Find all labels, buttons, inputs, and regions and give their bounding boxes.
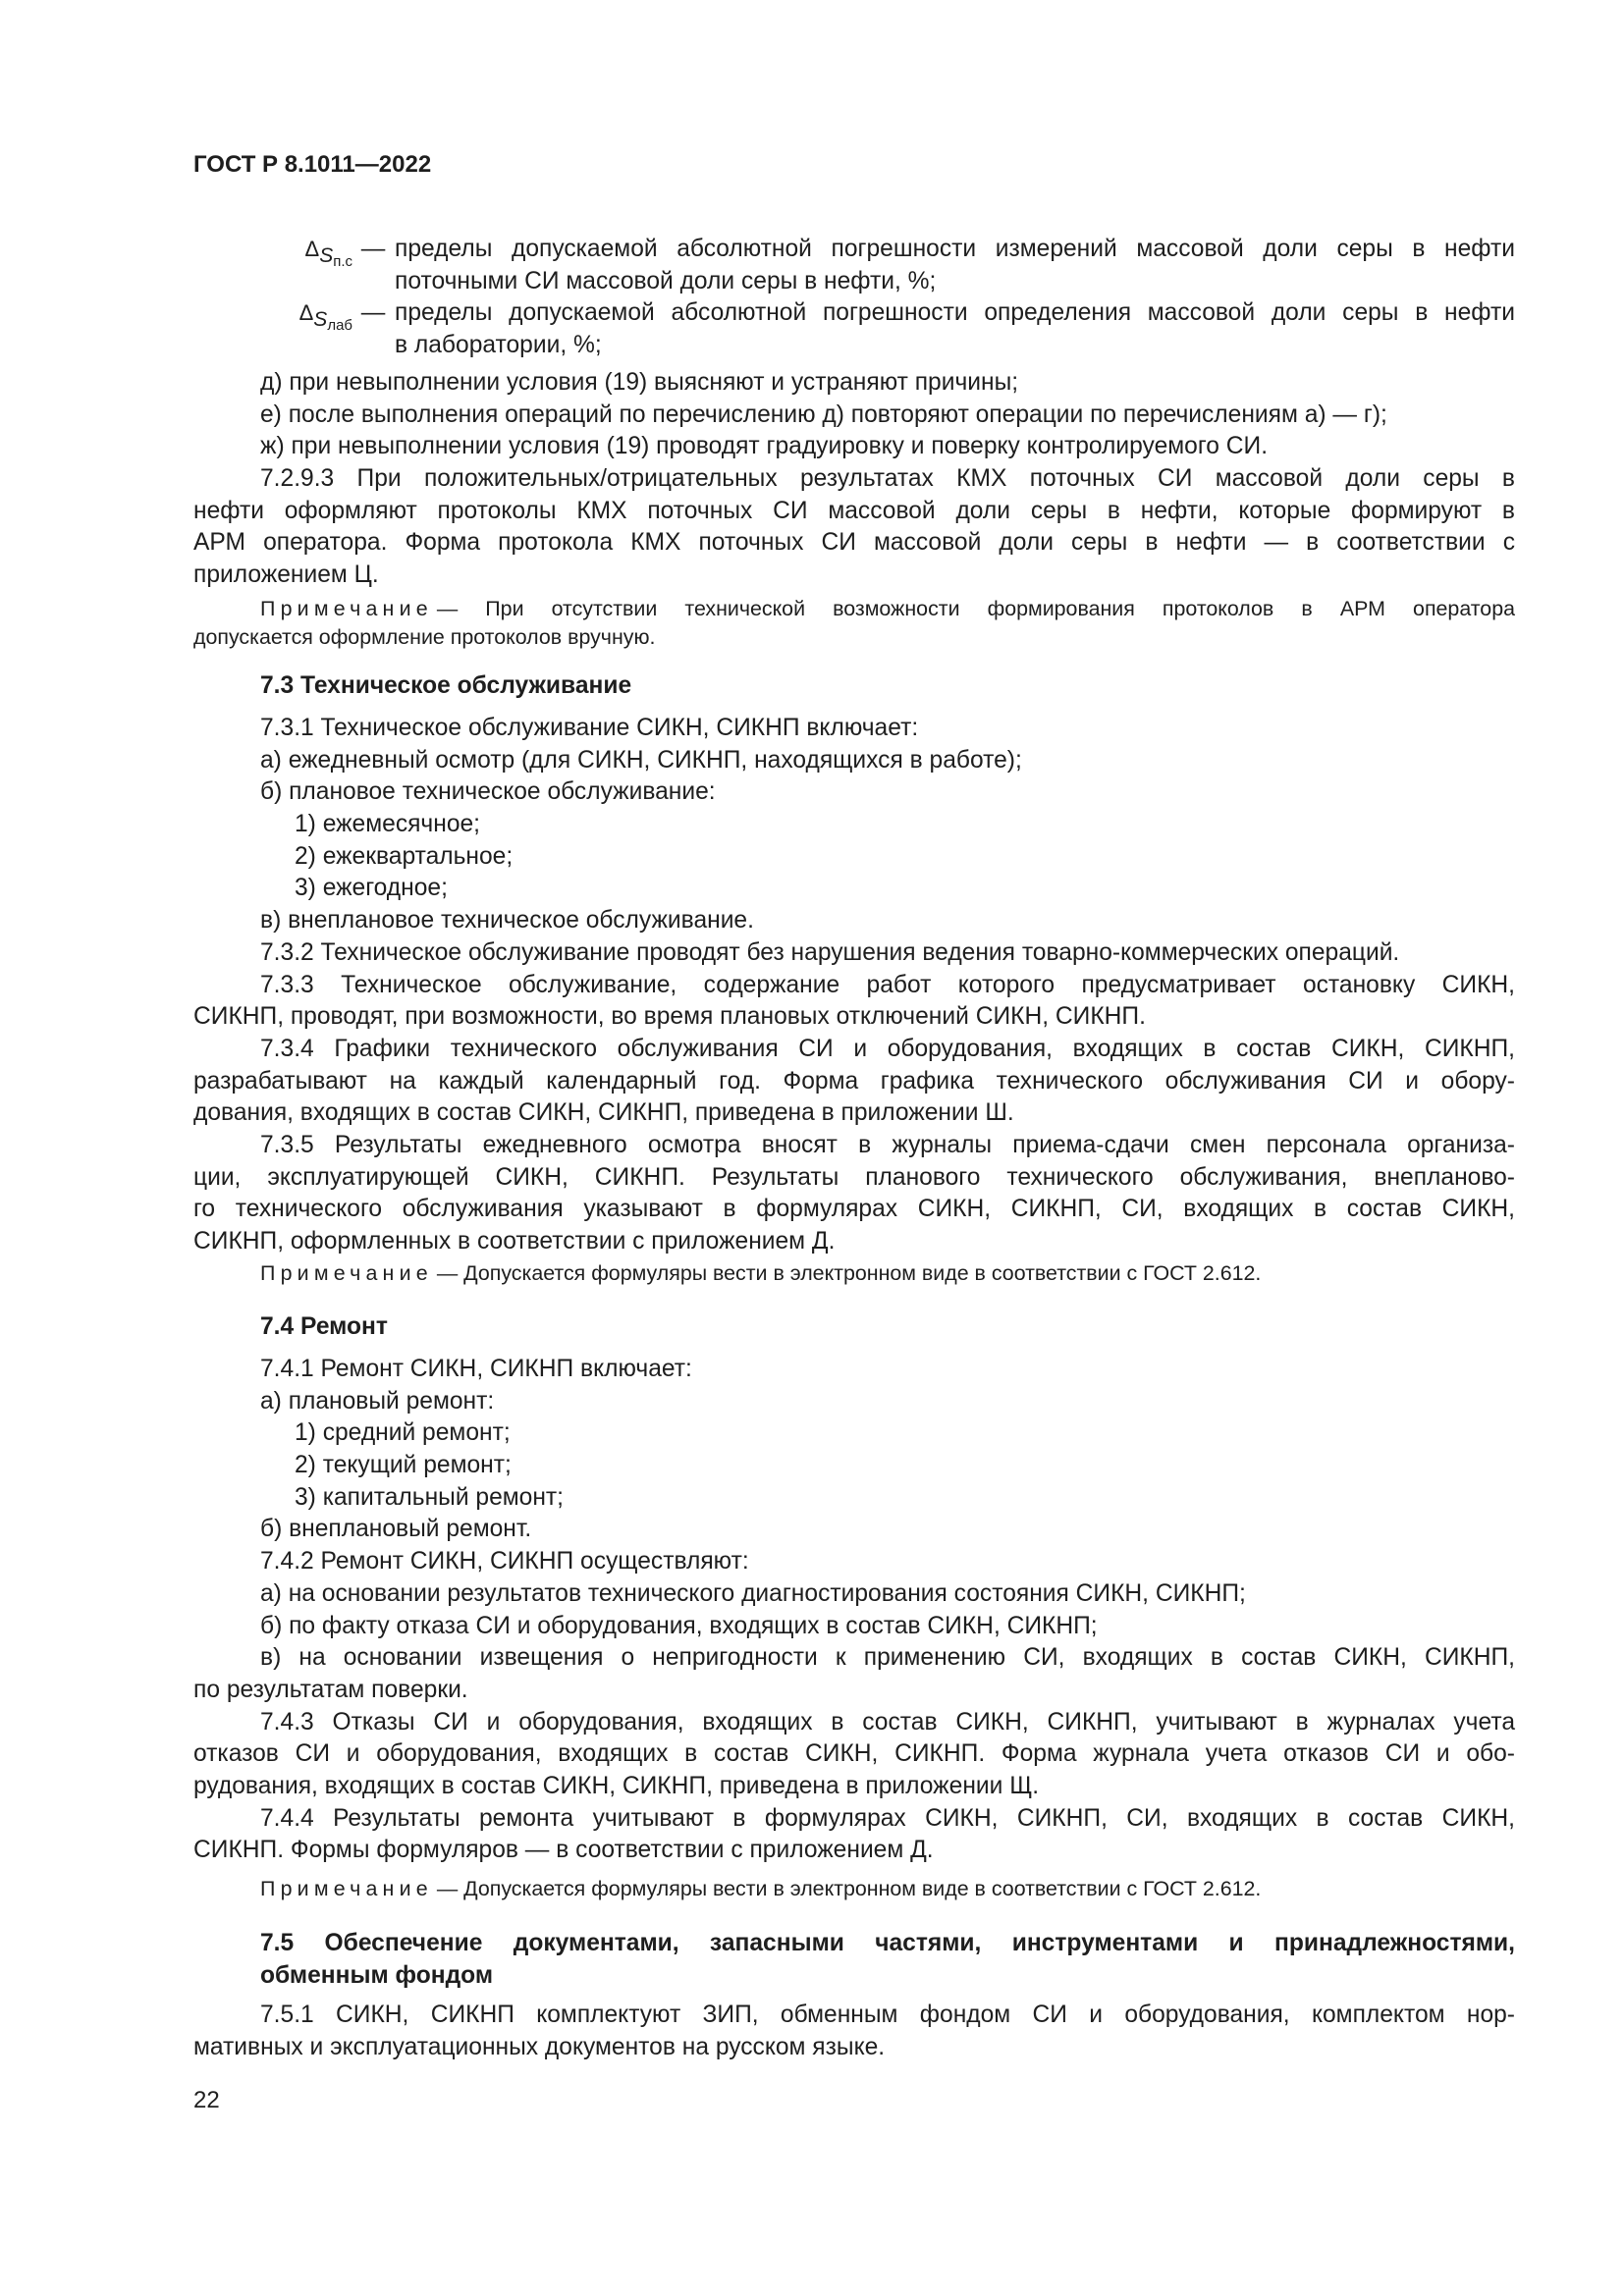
paragraph-line: б) плановое техническое обслуживание: xyxy=(260,778,716,806)
paragraph-line: ж) при невыполнении условия (19) проводят градуировку и поверку контролируемого СИ. xyxy=(260,433,1269,460)
paragraph xyxy=(193,1803,1515,1867)
section-heading xyxy=(193,1928,1515,1992)
text-block xyxy=(193,367,1515,592)
paragraph-line: а) плановый ремонт: xyxy=(260,1387,495,1415)
paragraph xyxy=(193,937,1515,970)
heading-line: 7.3 Техническое обслуживание xyxy=(260,672,632,699)
paragraph-line: 7.4.4 Результаты ремонта учитывают в формулярах СИКН, СИКНП, СИ, входящих в состав СИКН, xyxy=(260,1804,1515,1832)
symbol-subscript: S xyxy=(319,244,334,267)
paragraph-line: е) после выполнения операций по перечислению д) повторяют операции по перечислениям а) — г); xyxy=(260,400,1387,428)
paragraph-line: отказов СИ и оборудования, входящих в состав СИКН, СИКНП. Форма журнала учета отказов СИ и обо- xyxy=(193,1740,1515,1768)
paragraph xyxy=(193,463,1515,592)
text-block xyxy=(193,1354,1515,1867)
note-text: допускается оформление протоколов вручную. xyxy=(193,624,656,649)
paragraph-line: АРМ оператора. Форма протокола КМХ поточных СИ массовой доли серы в нефти — в соответствии с xyxy=(193,529,1515,557)
document-header: ГОСТ Р 8.1011—2022 xyxy=(193,151,432,178)
note-line xyxy=(193,595,1515,623)
paragraph xyxy=(193,367,1515,400)
paragraph xyxy=(193,970,1515,1034)
paragraph xyxy=(193,2000,1515,2063)
paragraph-line: 7.3.5 Результаты ежедневного осмотра вносят в журналы приема-сдачи смен персонала организа- xyxy=(260,1131,1515,1158)
paragraph-line: 7.3.4 Графики технического обслуживания СИ и оборудования, входящих в состав СИКН, СИКНП, xyxy=(260,1035,1515,1062)
paragraph-line: 3) капитальный ремонт; xyxy=(295,1483,565,1511)
note-text: — Допускается формуляры вести в электронном виде в соответствии с ГОСТ 2.612. xyxy=(436,1261,1262,1285)
section-heading xyxy=(193,1311,1515,1344)
paragraph xyxy=(193,809,1515,841)
paragraph-line: в) внеплановое техническое обслуживание. xyxy=(260,907,754,934)
note-label: Примечание xyxy=(260,1877,433,1900)
paragraph-line: 3) ежегодное; xyxy=(295,875,448,902)
page-number: 22 xyxy=(193,2087,220,2113)
paragraph xyxy=(193,873,1515,905)
paragraph-line: б) по факту отказа СИ и оборудования, входящих в состав СИКН, СИКНП; xyxy=(260,1612,1098,1639)
paragraph xyxy=(193,1130,1515,1258)
paragraph-line: 7.4.3 Отказы СИ и оборудования, входящих в состав СИКН, СИКНП, учитывают в журналах учета xyxy=(260,1708,1515,1735)
heading-line: обменным фондом xyxy=(260,1961,494,1989)
definition xyxy=(193,297,1515,361)
note xyxy=(193,595,1515,651)
definition-dash: — xyxy=(360,236,386,262)
note-label: Примечание xyxy=(260,1261,433,1285)
paragraph-line: го технического обслуживания указывают в формулярах СИКН, СИКНП, СИ, входящих в состав СИКН, xyxy=(193,1196,1515,1223)
paragraph-line: 7.3.2 Техническое обслуживание проводят без нарушения ведения товарно-коммерческих операций. xyxy=(260,938,1400,966)
paragraph-line: СИКНП, оформленных в соответствии с приложением Д. xyxy=(193,1228,836,1255)
paragraph xyxy=(193,905,1515,937)
definition-line: пределы допускаемой абсолютной погрешности измерений массовой доли серы в нефти xyxy=(395,236,1515,262)
note xyxy=(193,1875,1515,1903)
paragraph xyxy=(193,1514,1515,1546)
paragraph-line: СИКНП. Формы формуляров — в соответствии с приложением Д. xyxy=(193,1837,934,1864)
paragraph-line: приложением Ц. xyxy=(193,561,379,589)
note-text: — При отсутствии технической возможности формирования протоколов в АРМ оператора xyxy=(436,597,1515,620)
delta-symbol xyxy=(193,234,352,270)
paragraph-line: дования, входящих в состав СИКН, СИКНП, приведена в приложении Ш. xyxy=(193,1099,1014,1127)
section-heading xyxy=(193,670,1515,703)
definition xyxy=(193,234,1515,297)
paragraph-line: 1) средний ремонт; xyxy=(295,1419,511,1447)
symbol-delta: Δ xyxy=(298,300,314,326)
paragraph-line: ции, эксплуатирующей СИКН, СИКНП. Результаты планового технического обслуживания, внепланово- xyxy=(193,1163,1515,1191)
paragraph xyxy=(193,1611,1515,1643)
paragraph xyxy=(193,1034,1515,1130)
paragraph xyxy=(193,1482,1515,1515)
paragraph-line: СИКНП, проводят, при возможности, во время плановых отключений СИКН, СИКНП. xyxy=(193,1003,1146,1031)
paragraph-line: разрабатывают на каждый календарный год. Форма графика технического обслуживания СИ и обору- xyxy=(193,1067,1515,1095)
paragraph-line: мативных и эксплуатационных документов на русском языке. xyxy=(193,2033,886,2060)
paragraph-line: 2) текущий ремонт; xyxy=(295,1452,512,1479)
symbol-subscript: S xyxy=(313,308,328,332)
note-line xyxy=(193,623,1515,652)
definition-line: в лаборатории, %; xyxy=(395,332,602,359)
paragraph xyxy=(193,1450,1515,1482)
paragraph xyxy=(193,1354,1515,1386)
definition-line: пределы допускаемой абсолютной погрешности определения массовой доли серы в нефти xyxy=(395,299,1515,327)
delta-symbol xyxy=(193,297,352,335)
paragraph-line: д) при невыполнении условия (19) выясняют и устраняют причины; xyxy=(260,369,1019,396)
paragraph-line: в) на основании извещения о непригодности к применению СИ, входящих в состав СИКН, СИКНП, xyxy=(260,1644,1515,1672)
note-line xyxy=(193,1875,1515,1903)
paragraph-line: 7.4.2 Ремонт СИКН, СИКНП осуществляют: xyxy=(260,1548,749,1575)
definition-dash: — xyxy=(360,299,386,327)
symbol-subsubscript: лаб xyxy=(327,317,352,335)
paragraph xyxy=(193,1546,1515,1578)
paragraph-line: 7.5.1 СИКН, СИКНП комплектуют ЗИП, обменным фондом СИ и оборудования, комплектом нор- xyxy=(260,2002,1515,2028)
paragraph xyxy=(193,841,1515,874)
paragraph-line: 7.3.3 Техническое обслуживание, содержание работ которого предусматривает остановку СИКН, xyxy=(260,971,1515,998)
symbol-subsubscript: п.с xyxy=(333,253,352,270)
paragraph xyxy=(193,1707,1515,1803)
paragraph xyxy=(193,713,1515,745)
paragraph-line: 7.2.9.3 При положительных/отрицательных результатах КМХ поточных СИ массовой доли серы в xyxy=(260,465,1515,493)
paragraph-line: а) ежедневный осмотр (для СИКН, СИКНП, находящихся в работе); xyxy=(260,746,1022,774)
paragraph xyxy=(193,745,1515,777)
paragraph-line: 2) ежеквартальное; xyxy=(295,842,514,870)
paragraph-line: рудования, входящих в состав СИКН, СИКНП, приведена в приложении Щ. xyxy=(193,1772,1040,1799)
heading-line: 7.5 Обеспечение документами, запасными частями, инструментами и принадлежностями, xyxy=(260,1930,1515,1956)
note-line xyxy=(193,1259,1515,1288)
paragraph-line: 7.3.1 Техническое обслуживание СИКН, СИКНП включает: xyxy=(260,715,919,741)
paragraph xyxy=(193,1417,1515,1450)
text-block xyxy=(193,713,1515,1258)
paragraph xyxy=(193,1642,1515,1706)
paragraph xyxy=(193,1578,1515,1611)
paragraph-line: 1) ежемесячное; xyxy=(295,811,481,838)
paragraph-line: а) на основании результатов технического диагностирования состояния СИКН, СИКНП; xyxy=(260,1579,1246,1607)
note xyxy=(193,1259,1515,1288)
note-label: Примечание xyxy=(260,597,433,620)
paragraph xyxy=(193,400,1515,432)
paragraph-line: по результатам поверки. xyxy=(193,1676,468,1703)
paragraph xyxy=(193,431,1515,463)
symbol-delta: Δ xyxy=(304,237,320,261)
definition-line: поточными СИ массовой доли серы в нефти, %; xyxy=(395,267,937,294)
paragraph-line: б) внеплановый ремонт. xyxy=(260,1516,532,1543)
paragraph-line: 7.4.1 Ремонт СИКН, СИКНП включает: xyxy=(260,1356,692,1382)
text-block xyxy=(193,2000,1515,2063)
paragraph xyxy=(193,1386,1515,1418)
note-text: — Допускается формуляры вести в электронном виде в соответствии с ГОСТ 2.612. xyxy=(436,1877,1262,1900)
heading-line: 7.4 Ремонт xyxy=(260,1313,388,1340)
symbol-definitions xyxy=(193,234,1515,362)
paragraph-line: нефти оформляют протоколы КМХ поточных СИ массовой доли серы в нефти, которые формируют в xyxy=(193,497,1515,524)
paragraph xyxy=(193,776,1515,809)
